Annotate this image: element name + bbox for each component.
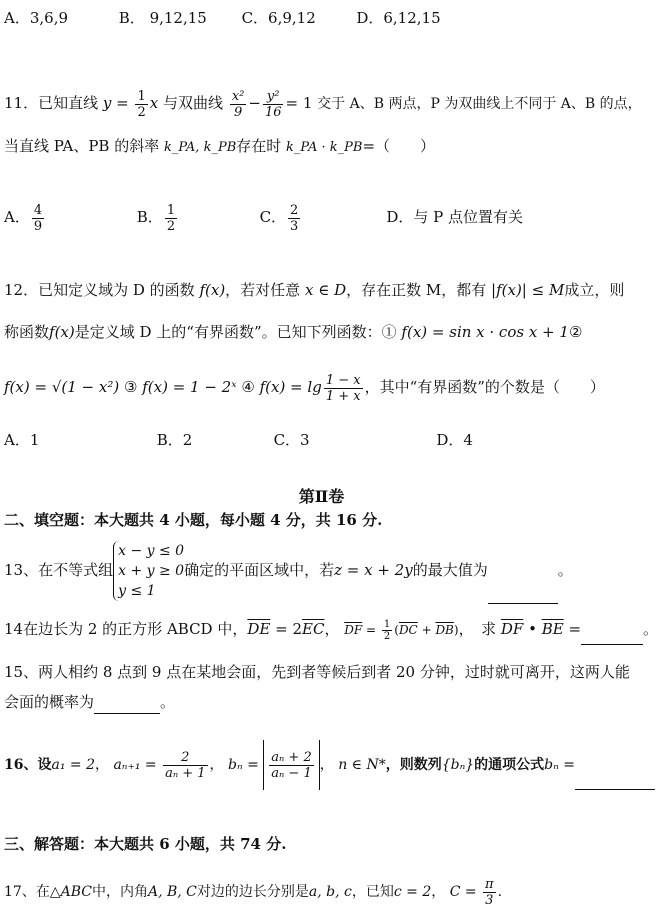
q12-line2: 称函数f(x)是定义域 D 上的“有界函数”。已知下列函数：① f(x) = sin x · cos x + 1② xyxy=(4,323,583,341)
section3-heading: 三、解答题：本大题共 6 小题，共 74 分. xyxy=(4,835,287,853)
q15-line1: 15、两人相约 8 点到 9 点在某地会面，先到者等候后到者 20 分钟，过时就可离开，这两人能 xyxy=(4,663,630,681)
q12-option-c: C．3 xyxy=(273,431,310,449)
section-title: 第Ⅱ卷 xyxy=(298,487,345,506)
q12-line3: f(x) = √(1 − x²) ③ f(x) = 1 − 2ˣ ④ f(x) = lg $\frac{1 - x}{1 + x}$ ，其中“有界函数”的个数是（ ） xyxy=(4,372,605,404)
q14: 14在边长为 2 的正方形 ABCD 中，$\overline{DE} = 2\overline{EC}$， $\overline{DF}$ = $\frac{1}{2}$ $(\overline{DC} + \overline{DB})$， 求 $\overline{DF}$ • $\overline{BE}$ = 。 xyxy=(4,614,639,645)
q16-answer-blank[interactable] xyxy=(575,771,655,790)
q12-f3: f(x) = 1 − 2ˣ xyxy=(142,378,237,396)
q12-f2: f(x) = √(1 − x²) xyxy=(4,378,120,396)
q10-option-d: D．6,12,15 xyxy=(356,9,441,27)
q12-option-b: B．2 xyxy=(156,431,193,449)
q11-text2: 与双曲线 xyxy=(163,94,224,112)
q10-options xyxy=(4,6,639,30)
q13: 13、在不等式组 x − y ≤ 0 x + y ≥ 0 y ≤ 1 确定的平面区域中，若z = x + 2y的最大值为 。 xyxy=(4,536,639,604)
q11-slopes: k_PA, k_PB xyxy=(163,140,237,155)
q11-option-d: D．与 P 点位置有关 xyxy=(386,208,523,226)
q11-option-a: A． $\frac{4}{9}$ xyxy=(4,202,43,234)
q15-line2: 会面的概率为 。 xyxy=(4,690,639,714)
q11-number: 11． xyxy=(4,94,39,112)
q11-hyp-term2: $\frac{\text{y²}}{16}$ xyxy=(264,88,282,120)
q12-fx: f(x) xyxy=(199,281,226,299)
q11-option-b: B． $\frac{1}{2}$ xyxy=(136,202,176,234)
q13-inequality-system: x − y ≤ 0 x + y ≥ 0 y ≤ 1 xyxy=(113,541,184,601)
q12-f1: f(x) = sin x · cos x + 1 xyxy=(401,323,569,341)
q11-hyp-term1: $\frac{\text{x²}}{9}$ xyxy=(231,88,245,120)
q11-product: k_PA · k_PB xyxy=(286,140,363,155)
q11-line-frac: $\frac{1}{2}$ xyxy=(137,88,146,120)
q10-option-b: B． 9,12,15 xyxy=(118,9,207,27)
q12-line1: 12．已知定义域为 D 的函数 f(x)，若对任意 x ∈ D，存在正数 M，都有 |f(x)| ≤ M成立，则 xyxy=(4,281,625,299)
q16: 16、设a₁ = 2， aₙ₊₁ = $\frac{2}{\text{aₙ + 1}}$ ， bₙ = $\frac{\text{aₙ + 2}}{\text{aₙ − 1}}$ ， n ∈ N*，则数列{bₙ}的通项公式bₙ = xyxy=(4,740,639,790)
q11-options xyxy=(4,200,639,234)
q15-answer-blank[interactable] xyxy=(94,695,160,714)
section2-heading: 二、填空题：本大题共 4 小题，每小题 4 分，共 16 分. xyxy=(4,511,383,529)
q13-answer-blank[interactable] xyxy=(488,585,558,604)
q11-line1: 11．已知直线 y = $\frac{1}{2}$ x 与双曲线 $\frac{\text{x²}}{9}$ − $\frac{\text{y²}}{16}$ = 1 交于 A、B 两点，P 为双曲线上不同于 A、B 的点， xyxy=(4,88,642,120)
q12-option-a: A．1 xyxy=(4,431,40,449)
q12-option-d: D．4 xyxy=(436,431,473,449)
q11-option-c: C． $\frac{2}{3}$ xyxy=(259,202,299,234)
q11-line-eq: y = xyxy=(102,94,134,112)
q10-option-c: C．6,9,12 xyxy=(241,9,316,27)
q10-option-a: A．3,6,9 xyxy=(4,9,68,27)
q12-bound: |f(x)| ≤ M xyxy=(491,281,565,299)
q17: 17、在△ABC中，内角A, B, C对边的边长分别是a, b, c，已知c = 2， C = $\frac{\pi}{3}$ . xyxy=(4,876,503,908)
q11-text3: 交于 A、B 两点，P 为双曲线上不同于 A、B 的点， xyxy=(317,96,642,112)
q11-line2: 当直线 PA、PB 的斜率 k_PA, k_PB存在时 k_PA · k_PB=（ ） xyxy=(4,137,436,155)
q11-text1: 已知直线 xyxy=(38,94,99,112)
q12-options xyxy=(4,428,639,452)
q14-answer-blank[interactable] xyxy=(581,626,643,645)
q12-f4: f(x) = lg xyxy=(259,378,322,396)
